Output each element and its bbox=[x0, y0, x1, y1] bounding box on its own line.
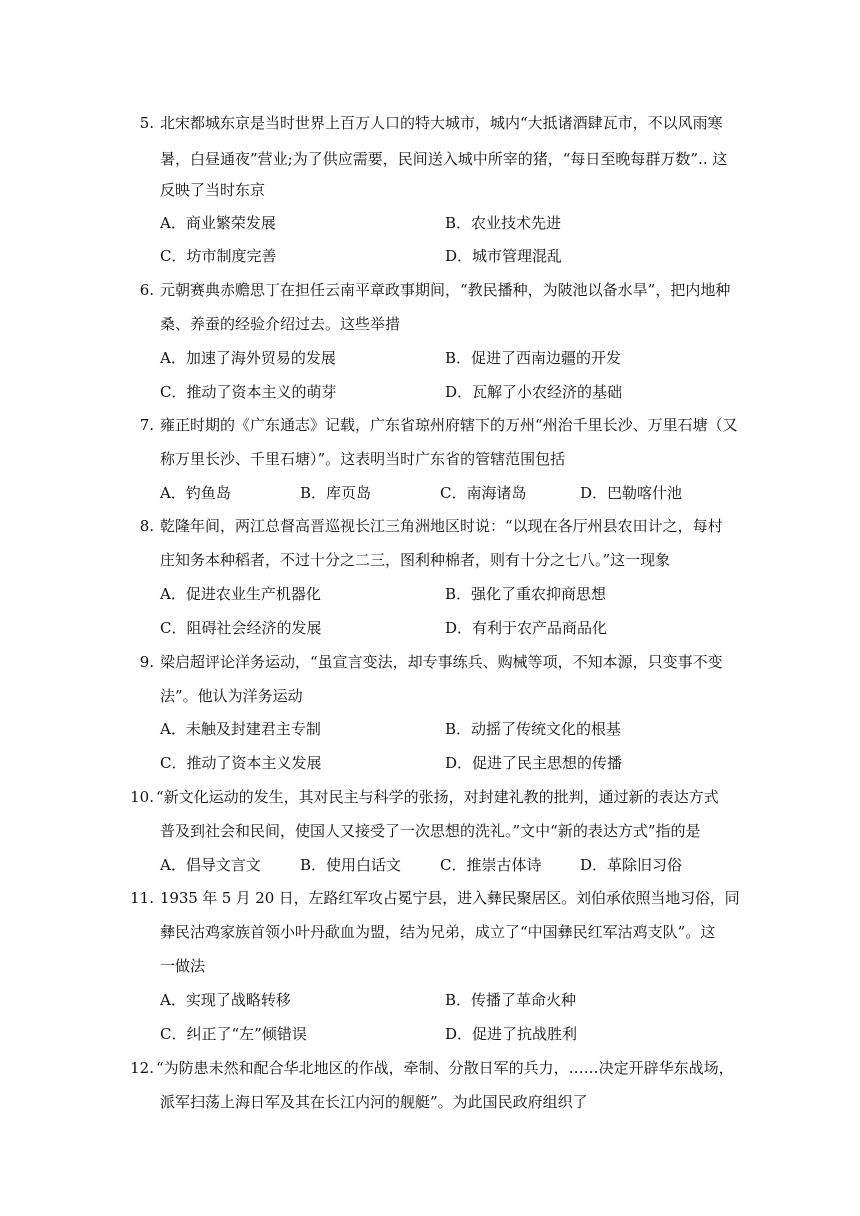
option-c: C．纠正了“左”倾错误 bbox=[160, 1025, 307, 1043]
option-a: A．倡导文言文 bbox=[160, 856, 261, 874]
question-number: 11. bbox=[130, 889, 154, 907]
option-d: D．革除旧习俗 bbox=[580, 856, 683, 874]
option-c: C．推动了资本主义发展 bbox=[160, 754, 322, 772]
option-a: A．钓鱼岛 bbox=[160, 484, 231, 502]
option-b: B．库页岛 bbox=[300, 484, 372, 502]
question-text-line: 一做法 bbox=[160, 957, 206, 975]
question-text-line: “为防患未然和配合华北地区的作战，牵制、分散日军的兵力，……决定开辟华东战场， bbox=[156, 1059, 734, 1077]
option-d: D．促进了民主思想的传播 bbox=[445, 754, 623, 772]
question-text-line: 暑，白昼通夜”营业;为了供应需要，民间送入城中所宰的猪，“每日至晚每群万数”.. 这 bbox=[160, 150, 728, 168]
option-d: D．有利于农产品商品化 bbox=[445, 619, 608, 637]
option-b: B．使用白话文 bbox=[300, 856, 402, 874]
option-c: C．南海诸岛 bbox=[440, 484, 527, 502]
question-text-line: “新文化运动的发生，其对民主与科学的张扬，对封建礼教的批判，通过新的表达方式 bbox=[156, 788, 719, 806]
question-number: 10. bbox=[130, 788, 154, 806]
option-d: D．巴勒喀什池 bbox=[580, 484, 683, 502]
option-c: C．推动了资本主义的萌芽 bbox=[160, 383, 337, 401]
option-b: B．动摇了传统文化的根基 bbox=[445, 720, 622, 738]
option-a: A．加速了海外贸易的发展 bbox=[160, 349, 336, 367]
option-c: C．坊市制度完善 bbox=[160, 247, 277, 265]
question-number: 5. bbox=[139, 114, 154, 132]
question-number: 9. bbox=[139, 653, 154, 671]
option-a: A．未触及封建君主专制 bbox=[160, 720, 321, 738]
question-text-line: 元朝赛典赤赡思丁在担任云南平章政事期间，“教民播种，为陂池以备水旱”，把内地种 bbox=[160, 281, 731, 299]
option-c: C．推崇古体诗 bbox=[440, 856, 542, 874]
question-number: 12. bbox=[130, 1059, 154, 1077]
option-b: B．农业技术先进 bbox=[445, 214, 562, 232]
question-number: 7. bbox=[139, 416, 154, 434]
question-text-line: 梁启超评论洋务运动，“虽宣言变法，却专事练兵、购械等项，不知本源，只变事不变 bbox=[160, 653, 723, 671]
question-text-line: 庄知务本种稻者，不过十分之二三，图利种棉者，则有十分之七八。”这一现象 bbox=[160, 551, 671, 569]
question-number: 8. bbox=[139, 517, 154, 535]
question-text-line: 称万里长沙、千里石塘）”。这表明当时广东省的管辖范围包括 bbox=[160, 450, 566, 468]
question-text-line: 反映了当时东京 bbox=[160, 181, 266, 199]
question-text-line: 1935 年 5 月 20 日，左路红军攻占冕宁县，进入彝民聚居区。刘伯承依照当地习俗，同 bbox=[160, 889, 740, 907]
question-text-line: 普及到社会和民间，使国人又接受了一次思想的洗礼。”文中“新的表达方式”指的是 bbox=[160, 822, 701, 840]
question-text-line: 法”。他认为洋务运动 bbox=[160, 687, 303, 705]
option-a: A．商业繁荣发展 bbox=[160, 214, 276, 232]
option-d: D．城市管理混乱 bbox=[445, 247, 563, 265]
option-b: B．传播了革命火种 bbox=[445, 991, 577, 1009]
question-text-line: 雍正时期的《广东通志》记载，广东省琼州府辖下的万州“州治千里长沙、万里石塘（又 bbox=[160, 416, 738, 434]
question-text-line: 派军扫荡上海日军及其在长江内河的舰艇”。为此国民政府组织了 bbox=[160, 1093, 588, 1111]
question-text-line: 乾隆年间，两江总督高晋巡视长江三角洲地区时说：“以现在各厅州县农田计之，每村 bbox=[160, 517, 723, 535]
option-a: A．实现了战略转移 bbox=[160, 991, 291, 1009]
option-c: C．阻碍社会经济的发展 bbox=[160, 619, 322, 637]
question-text-line: 桑、养蚕的经验介绍过去。这些举措 bbox=[160, 315, 401, 333]
option-b: B．强化了重农抑商思想 bbox=[445, 585, 607, 603]
option-a: A．促进农业生产机器化 bbox=[160, 585, 321, 603]
question-text-line: 北宋都城东京是当时世界上百万人口的特大城市，城内“大抵诸酒肆瓦市，不以风雨寒 bbox=[160, 114, 723, 132]
option-d: D．促进了抗战胜利 bbox=[445, 1025, 578, 1043]
question-text-line: 彝民沽鸡家族首领小叶丹歃血为盟，结为兄弟，成立了“中国彝民红军沽鸡支队”。这 bbox=[160, 923, 716, 941]
question-number: 6. bbox=[139, 281, 154, 299]
option-d: D．瓦解了小农经济的基础 bbox=[445, 383, 623, 401]
option-b: B．促进了西南边疆的开发 bbox=[445, 349, 622, 367]
